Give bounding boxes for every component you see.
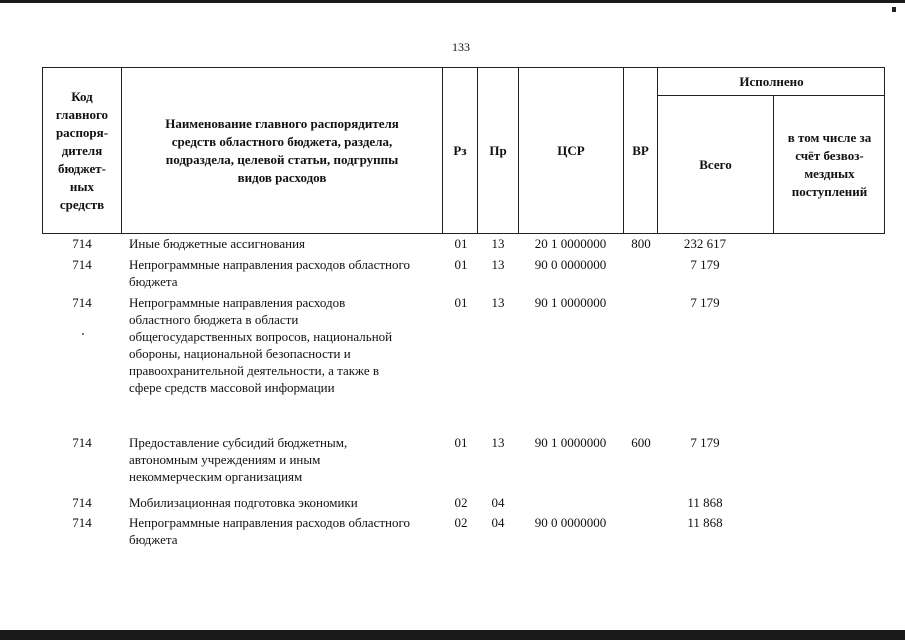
row-vr: 800 (631, 236, 651, 251)
header-rz: Рз (453, 142, 467, 158)
row-name: Предоставление субсидий бюджетным, автономным учреждениям и иным некоммерческим организациям (129, 435, 348, 484)
row-csr: 90 1 0000000 (534, 435, 607, 450)
row-rz: 02 (454, 515, 468, 530)
row-total: 232 617 (683, 236, 727, 251)
row-pr: 13 (491, 295, 505, 310)
row-rz: 01 (454, 236, 468, 251)
header-pr: Пр (489, 142, 507, 158)
scan-dot (82, 333, 84, 335)
row-name: Иные бюджетные ассигнования (129, 236, 306, 251)
table-header (42, 67, 885, 234)
row-code: 714 (72, 236, 92, 251)
row-name: Непрограммные направления расходов областного бюджета (129, 515, 410, 547)
header-name: Наименование главного распорядителя средств областного бюджета, раздела, подраздела, целевой статьи, подгруппы видов расходов (165, 115, 399, 185)
row-rz: 02 (454, 495, 468, 510)
header-including: в том числе за счёт безвоз- мездных поступлений (787, 129, 872, 199)
page-number: 133 (452, 40, 470, 54)
row-name: Непрограммные направления расходов областного бюджета в области общегосударственных вопросов, национальной обороны, национальной безопасности и правоохранительной деятельности, а также в сфере средств массовой информации (129, 295, 393, 395)
row-vr: 600 (631, 435, 651, 450)
row-pr: 04 (491, 515, 505, 530)
row-total: 7 179 (690, 435, 720, 450)
row-total: 7 179 (690, 295, 720, 310)
row-csr: 90 1 0000000 (534, 295, 607, 310)
row-pr: 13 (491, 236, 505, 251)
row-code: 714 (72, 515, 92, 530)
row-name: Мобилизационная подготовка экономики (129, 495, 358, 510)
row-total: 7 179 (690, 257, 720, 272)
header-executed: Исполнено (739, 73, 804, 89)
row-code: 714 (72, 257, 92, 272)
row-rz: 01 (454, 295, 468, 310)
header-vr: ВР (632, 142, 649, 158)
bottom-border-bar (0, 630, 905, 640)
row-total: 11 868 (687, 495, 723, 510)
header-csr: ЦСР (557, 142, 585, 158)
row-rz: 01 (454, 257, 468, 272)
row-csr: 90 0 0000000 (534, 257, 607, 272)
row-rz: 01 (454, 435, 468, 450)
row-code: 714 (72, 435, 92, 450)
top-border-bar (0, 0, 905, 3)
row-pr: 13 (491, 435, 505, 450)
header-code: Код главного распоря- дителя бюджет- ных средств (55, 88, 109, 212)
row-csr: 20 1 0000000 (534, 236, 607, 251)
row-code: 714 (72, 295, 92, 310)
row-total: 11 868 (687, 515, 723, 530)
row-name: Непрограммные направления расходов областного бюджета (129, 257, 410, 289)
row-pr: 04 (491, 495, 505, 510)
row-csr: 90 0 0000000 (534, 515, 607, 530)
header-total: Всего (699, 156, 732, 172)
row-pr: 13 (491, 257, 505, 272)
row-code: 714 (72, 495, 92, 510)
scan-mark (892, 7, 896, 12)
